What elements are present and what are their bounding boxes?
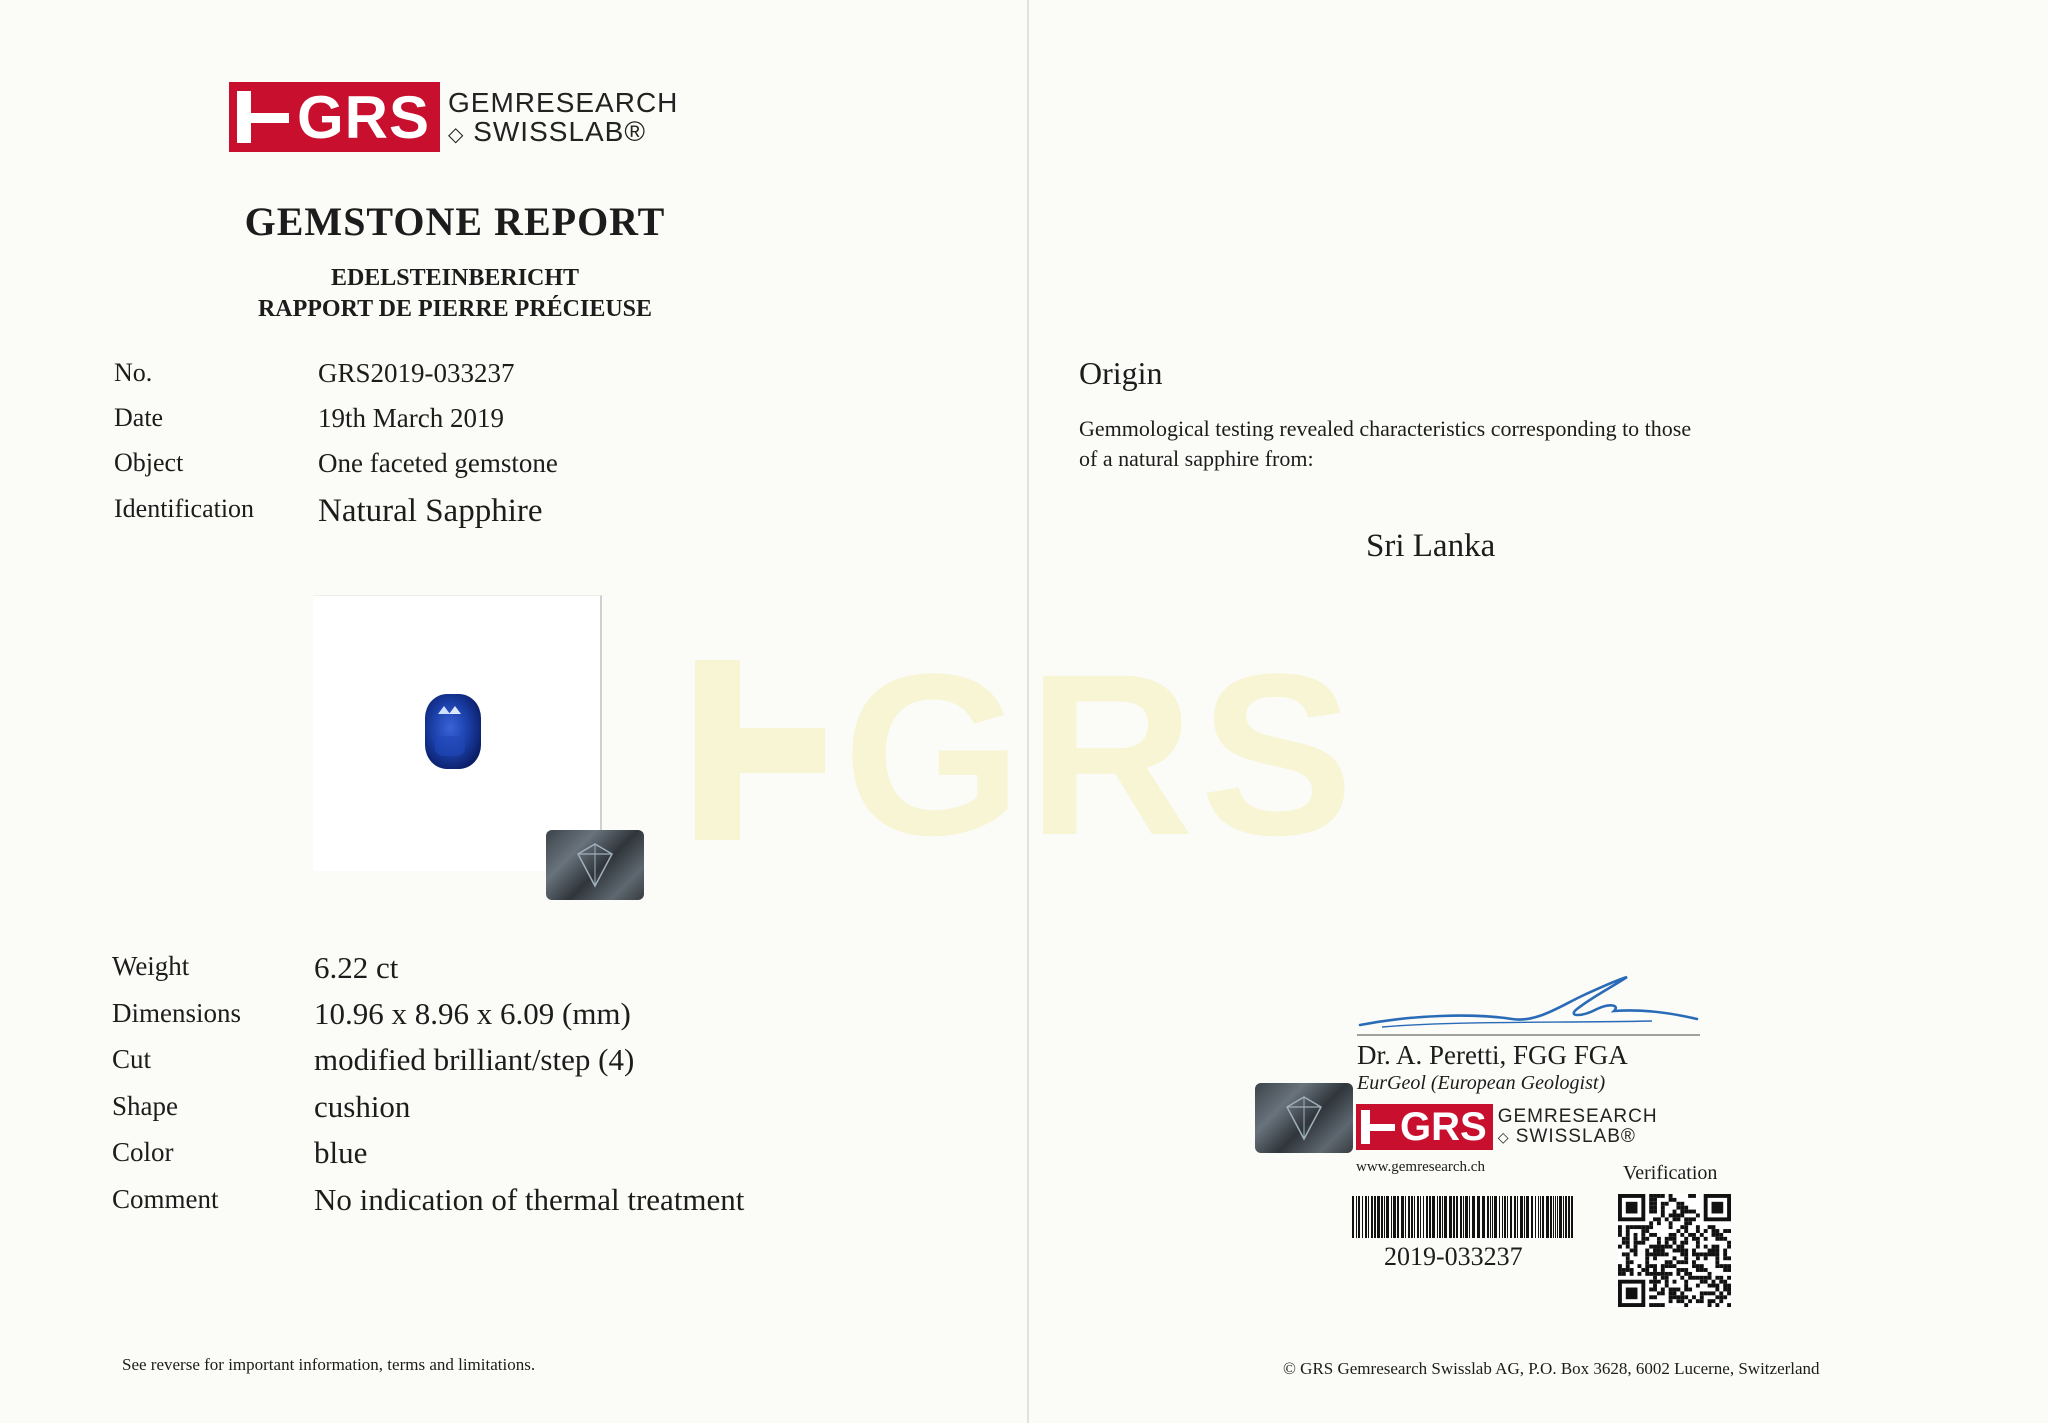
spec-label-comment: Comment xyxy=(112,1184,219,1214)
grs-watermark: GRS xyxy=(695,640,1359,870)
origin-country: Sri Lanka xyxy=(1366,528,1496,564)
spec-label-dimensions: Dimensions xyxy=(112,998,242,1028)
info-label-no: No. xyxy=(114,358,153,387)
logo-line2: ◇ SWISSLAB® xyxy=(448,116,646,147)
spec-label-weight: Weight xyxy=(112,951,190,981)
info-label-date: Date xyxy=(114,403,164,432)
verification-label: Verification xyxy=(1623,1162,1718,1184)
spec-value-comment: No indication of thermal treatment xyxy=(314,1182,745,1217)
grs-logo-small: GRS GEMRESEARCH ◇ SWISSLAB® xyxy=(1356,1104,1658,1150)
grs-logo xyxy=(229,82,678,152)
spec-label-cut: Cut xyxy=(112,1044,152,1074)
spec-value-color: blue xyxy=(314,1135,368,1170)
report-subtitle-de: EDELSTEINBERICHT xyxy=(330,265,580,291)
report-subtitle-fr: RAPPORT DE PIERRE PRÉCIEUSE xyxy=(257,296,653,322)
signature-image xyxy=(1352,975,1702,1037)
spec-value-shape: cushion xyxy=(314,1089,411,1124)
info-value-object: One faceted gemstone xyxy=(318,448,558,478)
verification-qr-code[interactable] xyxy=(1618,1194,1731,1307)
origin-heading: Origin xyxy=(1079,355,1163,391)
info-value-date: 19th March 2019 xyxy=(318,403,504,433)
diamond-icon: ◇ xyxy=(448,124,465,146)
spec-label-shape: Shape xyxy=(112,1091,178,1121)
report-title: GEMSTONE REPORT xyxy=(244,199,666,244)
origin-text-line1: Gemmological testing revealed characteristics corresponding to those xyxy=(1079,416,1692,441)
footer-disclaimer: See reverse for important information, terms and limitations. xyxy=(122,1355,536,1374)
footer-copyright: © GRS Gemresearch Swisslab AG, P.O. Box 3628, 6002 Lucerne, Switzerland xyxy=(1283,1359,1820,1378)
diamond-icon-small: ◇ xyxy=(1497,1129,1510,1145)
info-label-identification: Identification xyxy=(114,494,255,523)
barcode-number: 2019-033237 xyxy=(1384,1242,1523,1271)
signatory-name: Dr. A. Peretti, FGG FGA xyxy=(1357,1040,1628,1070)
hologram-seal-2 xyxy=(1255,1083,1353,1153)
spec-value-dimensions: 10.96 x 8.96 x 6.09 (mm) xyxy=(314,996,631,1031)
info-label-object: Object xyxy=(114,448,184,477)
barcode-image xyxy=(1352,1196,1577,1238)
website-link[interactable]: www.gemresearch.ch xyxy=(1356,1159,1485,1175)
spec-value-weight: 6.22 ct xyxy=(314,950,399,985)
logo-cross-icon-small xyxy=(1361,1110,1395,1144)
signatory-title: EurGeol (European Geologist) xyxy=(1357,1072,1606,1094)
logo-brand: GRS xyxy=(297,83,431,151)
spec-value-cut: modified brilliant/step (4) xyxy=(314,1042,635,1077)
hologram-seal xyxy=(546,830,644,900)
origin-text-line2: of a natural sapphire from: xyxy=(1079,446,1314,471)
info-value-identification: Natural Sapphire xyxy=(318,493,543,529)
logo-line1: GEMRESEARCH xyxy=(448,86,679,118)
spec-label-color: Color xyxy=(112,1137,174,1167)
logo-cross-icon xyxy=(237,91,289,143)
info-value-no: GRS2019-033237 xyxy=(318,358,515,388)
